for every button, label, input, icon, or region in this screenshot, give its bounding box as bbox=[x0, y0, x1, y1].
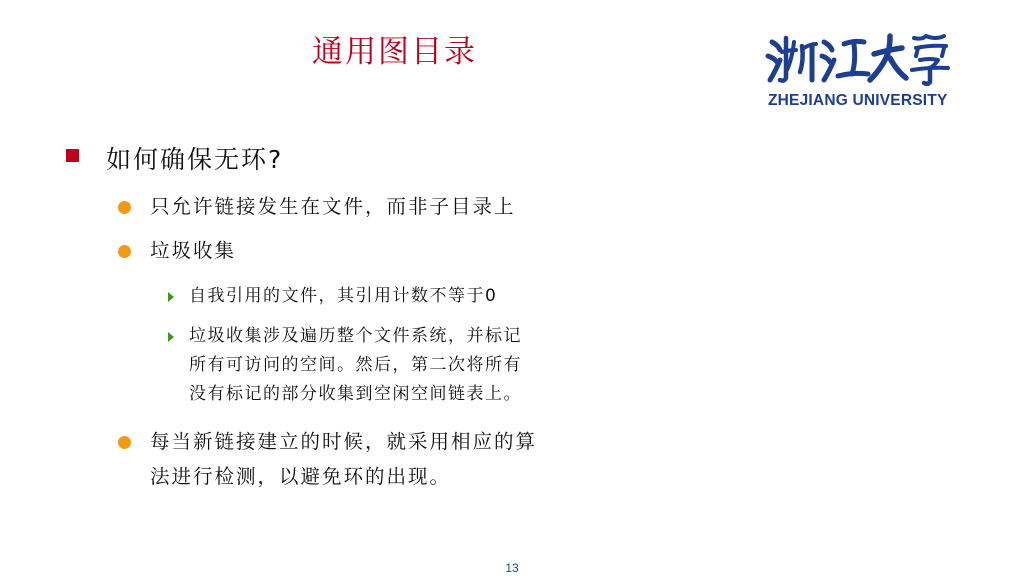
bullet-text: 每当新链接建立的时候，就采用相应的算 bbox=[150, 430, 538, 453]
sub-bullet-text: 没有标记的部分收集到空闲空间链表上。 bbox=[189, 384, 522, 404]
bullet-text: 只允许链接发生在文件，而非子目录上 bbox=[150, 195, 516, 218]
logo-calligraphy-icon bbox=[764, 28, 954, 88]
university-name-english: ZHEJIANG UNIVERSITY bbox=[768, 92, 948, 109]
slide-title: 通用图目录 bbox=[312, 34, 477, 70]
circle-bullet-icon bbox=[118, 245, 131, 258]
bullet-text: 垃圾收集 bbox=[150, 239, 237, 262]
circle-bullet-icon bbox=[118, 436, 131, 449]
bullet-text: 法进行检测，以避免环的出现。 bbox=[150, 465, 452, 488]
sub-bullet-text: 垃圾收集涉及遍历整个文件系统，并标记 bbox=[189, 326, 522, 346]
sub-bullet-text: 自我引用的文件，其引用计数不等于0 bbox=[189, 286, 498, 306]
page-number: 13 bbox=[505, 561, 519, 575]
triangle-bullet-icon bbox=[168, 332, 174, 342]
university-logo bbox=[764, 28, 964, 114]
circle-bullet-icon bbox=[118, 201, 131, 214]
heading-text: 如何确保无环? bbox=[106, 145, 284, 174]
sub-bullet-text: 所有可访问的空间。然后，第二次将所有 bbox=[189, 355, 522, 375]
triangle-bullet-icon bbox=[168, 292, 174, 302]
square-bullet-icon bbox=[66, 149, 79, 162]
